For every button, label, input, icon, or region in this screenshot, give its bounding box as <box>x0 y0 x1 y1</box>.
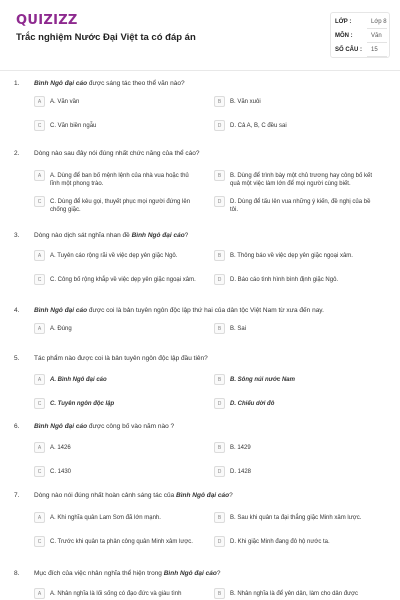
answer-option-b[interactable] <box>214 512 384 528</box>
option-letter-badge: A <box>34 588 45 599</box>
option-text: C. Tuyên ngôn độc lập <box>50 401 115 407</box>
answer-option-a[interactable] <box>34 374 204 390</box>
meta-value: 15 <box>371 47 378 53</box>
answer-option-d[interactable] <box>214 536 384 558</box>
option-letter-badge: A <box>34 323 45 334</box>
option-text: D. Báo cáo tình hình bình định giặc Ngô. <box>230 277 339 283</box>
option-text: C. Trước khi quân ta phản công quân Minh xâm lược. <box>50 539 193 545</box>
question-text: Bình Ngô đại cáo được coi là bản tuyên ngôn độc lập thứ hai của dân tộc Việt Nam từ xưa đến nay. <box>34 307 324 314</box>
option-text: B. Sau khi quân ta đại thắng giặc Minh xâm lược. <box>230 515 362 521</box>
meta-value: Lớp 8 <box>371 19 387 25</box>
quiz-meta-box <box>330 12 390 58</box>
question-number: 6. <box>14 423 20 430</box>
option-letter-badge: D <box>214 196 225 207</box>
question-text: Mục đích của việc nhân nghĩa thể hiện trong Bình Ngô đại cáo? <box>34 570 221 577</box>
option-letter-badge: A <box>34 374 45 385</box>
option-text: A. Đúng <box>50 326 72 332</box>
answer-option-b[interactable] <box>214 250 384 266</box>
option-letter-badge: C <box>34 274 45 285</box>
answer-option-b[interactable] <box>214 374 384 390</box>
option-letter-badge: A <box>34 442 45 453</box>
question-number: 5. <box>14 355 20 362</box>
question-number: 2. <box>14 150 20 157</box>
question-text: Dòng nào nói đúng nhất hoàn cảnh sáng tác của Bình Ngô đại cáo? <box>34 492 233 499</box>
option-letter-badge: D <box>214 466 225 477</box>
option-letter-badge: C <box>34 466 45 477</box>
answer-option-c[interactable] <box>34 466 204 482</box>
answer-option-a[interactable] <box>34 323 204 339</box>
answer-option-a[interactable] <box>34 442 204 458</box>
option-text: C. Văn biền ngẫu <box>50 123 97 129</box>
option-text: D. Khi giặc Minh đang đô hộ nước ta. <box>230 539 330 545</box>
meta-row-grade <box>335 15 387 29</box>
option-letter-badge: A <box>34 512 45 523</box>
answer-option-c[interactable] <box>34 196 204 218</box>
option-text: B. Dùng để trình bày một chủ trương hay công bố kết quả một việc làm lớn để mọi người cùng biết. <box>230 173 373 187</box>
option-text: D. Chiếu dời đô <box>230 401 275 407</box>
option-letter-badge: C <box>34 398 45 409</box>
question-text: Dòng nào dịch sát nghĩa nhan đề Bình Ngô đại cáo? <box>34 232 189 239</box>
answer-option-b[interactable] <box>214 96 384 112</box>
option-letter-badge: B <box>214 96 225 107</box>
answer-option-c[interactable] <box>34 120 204 136</box>
answer-option-d[interactable] <box>214 274 384 296</box>
option-letter-badge: D <box>214 274 225 285</box>
quiz-title: Trắc nghiệm Nước Đại Việt ta có đáp án <box>16 32 196 43</box>
option-text: B. 1429 <box>230 445 251 451</box>
option-text: B. Nhân nghĩa là để yên dân, làm cho dân được <box>230 591 359 597</box>
answer-option-a[interactable] <box>34 588 204 600</box>
option-letter-badge: B <box>214 442 225 453</box>
meta-label: MÔN : <box>335 33 353 39</box>
option-letter-badge: B <box>214 250 225 261</box>
answer-option-a[interactable] <box>34 250 204 266</box>
answer-option-b[interactable] <box>214 588 384 600</box>
page-header <box>0 0 400 66</box>
option-letter-badge: B <box>214 323 225 334</box>
question-text: Bình Ngô đại cáo được sáng tác theo thể văn nào? <box>34 80 185 87</box>
option-letter-badge: C <box>34 196 45 207</box>
meta-row-count <box>335 43 387 57</box>
option-text: B. Sai <box>230 326 247 332</box>
answer-option-b[interactable] <box>214 170 384 192</box>
option-text: C. Dùng để kêu gọi, thuyết phục mọi người đứng lên chống giặc. <box>50 199 191 213</box>
answer-option-c[interactable] <box>34 536 204 558</box>
question-number: 8. <box>14 570 20 577</box>
meta-label: LỚP : <box>335 19 352 25</box>
question-text: Dòng nào sau đây nói đúng nhất chức năng của thể cáo? <box>34 150 200 157</box>
option-letter-badge: C <box>34 536 45 547</box>
question-number: 1. <box>14 80 20 87</box>
option-text: A. Khi nghĩa quân Lam Sơn đã lớn mạnh. <box>50 515 161 521</box>
question-number: 3. <box>14 232 20 239</box>
option-letter-badge: A <box>34 170 45 181</box>
option-letter-badge: B <box>214 170 225 181</box>
option-text: A. Tuyên cáo rộng rãi về việc dẹp yên giặc Ngô. <box>50 253 178 259</box>
option-text: D. Cả A, B, C đều sai <box>230 123 287 129</box>
option-letter-badge: C <box>34 120 45 131</box>
answer-option-d[interactable] <box>214 196 384 218</box>
option-text: B. Văn xuôi <box>230 99 261 105</box>
question-text: Tác phẩm nào được coi là bản tuyên ngôn độc lập đầu tiên? <box>34 355 208 362</box>
meta-label: SỐ CÂU : <box>335 47 362 53</box>
option-text: B. Sông núi nước Nam <box>230 377 295 383</box>
option-letter-badge: D <box>214 536 225 547</box>
option-text: A. Bình Ngô đại cáo <box>50 377 107 383</box>
answer-option-b[interactable] <box>214 323 384 339</box>
option-letter-badge: B <box>214 374 225 385</box>
meta-row-subject <box>335 29 387 43</box>
option-text: C. Công bố rộng khắp về việc dẹp yên giặc ngoại xâm. <box>50 277 196 283</box>
answer-option-a[interactable] <box>34 170 204 192</box>
option-text: A. Văn vần <box>50 99 80 105</box>
option-text: D. 1428 <box>230 469 252 475</box>
answer-option-d[interactable] <box>214 120 384 136</box>
question-text: Bình Ngô đại cáo được công bố vào năm nào ? <box>34 423 175 430</box>
option-letter-badge: A <box>34 96 45 107</box>
question-number: 4. <box>14 307 20 314</box>
header-divider <box>0 70 400 71</box>
option-letter-badge: A <box>34 250 45 261</box>
quizizz-logo: QUIZIZZ <box>16 13 78 28</box>
option-text: A. Dùng để ban bố mệnh lệnh của nhà vua hoặc thủ lĩnh một phong trào. <box>50 173 189 187</box>
answer-option-a[interactable] <box>34 512 204 528</box>
answer-option-a[interactable] <box>34 96 204 112</box>
option-text: A. 1426 <box>50 445 71 451</box>
answer-option-d[interactable] <box>214 398 384 414</box>
option-letter-badge: B <box>214 512 225 523</box>
answer-option-d[interactable] <box>214 466 384 482</box>
option-text: C. 1430 <box>50 469 72 475</box>
meta-value: Văn <box>371 33 382 39</box>
option-letter-badge: D <box>214 398 225 409</box>
answer-option-c[interactable] <box>34 398 204 414</box>
question-number: 7. <box>14 492 20 499</box>
option-text: D. Dùng để tấu lên vua những ý kiến, đề nghị của bề tôi. <box>230 199 371 213</box>
option-text: B. Thông báo về việc dẹp yên giặc ngoại xâm. <box>230 253 353 259</box>
option-letter-badge: D <box>214 120 225 131</box>
option-letter-badge: B <box>214 588 225 599</box>
answer-option-b[interactable] <box>214 442 384 458</box>
answer-option-c[interactable] <box>34 274 204 296</box>
option-text: A. Nhân nghĩa là lối sống có đạo đức và giàu tình <box>50 591 182 597</box>
